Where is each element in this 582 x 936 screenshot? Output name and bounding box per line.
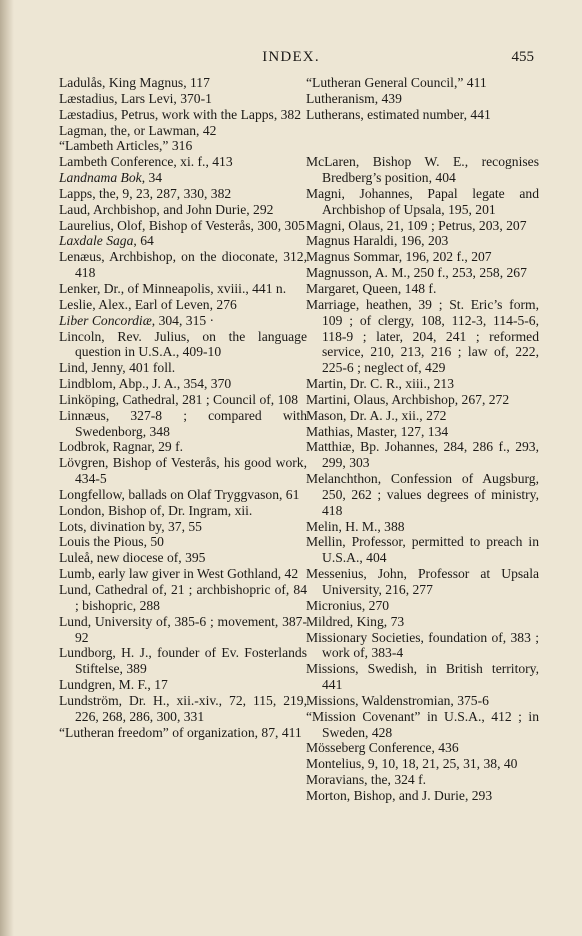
index-entry: Marriage, heathen, 39 ; St. Eric’s form, 109 ; of clergy, 108, 112-3, 114-5-6, 118-9 ; later, 204, 241 ; reformed service, 210, 213, 216 ; law of, 222, 225-6 ; neglect of, 429 (306, 296, 539, 376)
index-entry: Mösseberg Conference, 436 (306, 740, 459, 756)
index-entry: Mellin, Professor, permitted to preach in U.S.A., 404 (306, 534, 539, 566)
italic-title: Laxdale Saga (59, 233, 134, 249)
index-entry: Lapps, the, 9, 23, 287, 330, 382 (59, 185, 232, 201)
index-entry: Magni, Olaus, 21, 109 ; Petrus, 203, 207 (306, 217, 527, 233)
index-entry: Linköping, Cathedral, 281 ; Council of, 108 (59, 391, 298, 407)
page-binding-edge (0, 0, 14, 936)
index-entry: Morton, Bishop, and J. Durie, 293 (306, 787, 493, 803)
index-entry: Ladulås, King Magnus, 117 (59, 75, 210, 90)
index-entry: Laurelius, Olof, Bishop of Vesterås, 300, 305 (59, 217, 305, 233)
index-entry: “Lambeth Articles,” 316 (59, 138, 193, 154)
index-entry: Melanchthon, Confession of Augsburg, 250, 262 ; values degrees of ministry, 418 (306, 471, 539, 518)
index-entry: Lundgren, M. F., 17 (59, 677, 168, 693)
index-column-right (306, 75, 539, 804)
index-entry: Missions, Waldenstromian, 375-6 (306, 692, 489, 708)
index-entry: Lutherans, estimated number, 441 (306, 106, 491, 122)
index-entry: Magnusson, A. M., 250 f., 253, 258, 267 (306, 265, 527, 281)
index-entry: Mason, Dr. A. J., xii., 272 (306, 407, 447, 423)
index-entry: Margaret, Queen, 148 f. (306, 280, 437, 296)
index-entry: Matthiæ, Bp. Johannes, 284, 286 f., 293, 299, 303 (306, 439, 539, 471)
index-entry: Lagman, the, or Lawman, 42 (59, 122, 217, 138)
index-entry: Missions, Swedish, in British territory, 441 (306, 661, 539, 693)
index-entry: Linnæus, 327-8 ; compared with Swedenborg, 348 (59, 407, 307, 439)
index-entry: Melin, H. M., 388 (306, 518, 405, 534)
index-entry: Lumb, early law giver in West Gothland, 42 (59, 566, 299, 582)
page-number: 455 (511, 49, 534, 65)
index-entry: Læstadius, Petrus, work with the Lapps, 382 (59, 106, 302, 122)
index-entry: Leslie, Alex., Earl of Leven, 276 (59, 296, 237, 312)
index-entry: Messenius, John, Professor at Upsala University, 216, 277 (306, 566, 539, 597)
index-entry: “Lutheran freedom” of organization, 87, 411 (59, 724, 302, 740)
index-entry: Lund, University of, 385-6 ; movement, 387-92 (59, 613, 307, 645)
index-entry: “Mission Covenant” in U.S.A., 412 ; in Sweden, 428 (306, 708, 539, 740)
running-title: INDEX. (262, 49, 320, 65)
italic-title: Liber Concordiæ (59, 312, 152, 328)
index-entry: Lots, divination by, 37, 55 (59, 518, 202, 534)
index-entry: Liber Concordiæ, 304, 315 · (59, 312, 215, 328)
index-entry: Landnama Bok, 34 (59, 170, 163, 186)
index-entry: “Lutheran General Council,” 411 (306, 75, 487, 90)
index-entry: Mildred, King, 73 (306, 613, 405, 629)
index-entry: London, Bishop of, Dr. Ingram, xii. (59, 502, 253, 518)
index-entry: Lenæus, Archbishop, on the dioconate, 312, 418 (59, 249, 307, 281)
index-entry: Lindblom, Abp., J. A., 354, 370 (59, 376, 232, 392)
index-entry: Lodbrok, Ragnar, 29 f. (59, 439, 184, 455)
index-entry: Laud, Archbishop, and John Durie, 292 (59, 201, 274, 217)
index-entry: Magnus Haraldi, 196, 203 (306, 233, 449, 249)
index-entry: Mathias, Master, 127, 134 (306, 423, 449, 439)
index-entry: Martini, Olaus, Archbishop, 267, 272 (306, 391, 510, 407)
index-entry: Magnus Sommar, 196, 202 f., 207 (306, 249, 492, 265)
index-column-left (59, 75, 307, 740)
index-entry: Magni, Johannes, Papal legate and Archbishop of Upsala, 195, 201 (306, 185, 539, 217)
index-entry: Micronius, 270 (306, 597, 390, 613)
index-entry: Lambeth Conference, xi. f., 413 (59, 154, 233, 170)
index-entry: Louis the Pious, 50 (59, 534, 164, 550)
index-entry: Missionary Societies, foundation of, 383 ; work of, 383-4 (306, 629, 539, 661)
index-entry: Lind, Jenny, 401 foll. (59, 360, 176, 376)
italic-title: Landnama Bok (59, 170, 142, 186)
index-entry: Lutheranism, 439 (306, 90, 402, 106)
index-entry: Lundborg, H. J., founder of Ev. Fosterlands Stiftelse, 389 (59, 645, 307, 677)
index-entry: Lenker, Dr., of Minneapolis, xviii., 441 n. (59, 280, 287, 296)
index-entry: Martin, Dr. C. R., xiii., 213 (306, 376, 455, 392)
index-entry: Longfellow, ballads on Olaf Tryggvason, 61 (59, 486, 300, 502)
index-entry: Læstadius, Lars Levi, 370-1 (59, 90, 212, 106)
index-entry: Luleå, new diocese of, 395 (59, 550, 206, 566)
index-entry: Laxdale Saga, 64 (59, 233, 154, 249)
index-entry: Lincoln, Rev. Julius, on the language question in U.S.A., 409-10 (59, 328, 307, 360)
index-entry: Lövgren, Bishop of Vesterås, his good work, 434-5 (59, 455, 307, 487)
index-entry: Moravians, the, 324 f. (306, 772, 427, 788)
index-entry: Montelius, 9, 10, 18, 21, 25, 31, 38, 40 (306, 756, 518, 772)
index-entry: Lundström, Dr. H., xii.-xiv., 72, 115, 219, 226, 268, 286, 300, 331 (59, 692, 307, 724)
page-header (0, 49, 582, 71)
index-entry: Lund, Cathedral of, 21 ; archbishopric of, 84 ; bishopric, 288 (59, 582, 307, 613)
index-entry: McLaren, Bishop W. E., recognises Bredberg’s position, 404 (306, 154, 539, 186)
